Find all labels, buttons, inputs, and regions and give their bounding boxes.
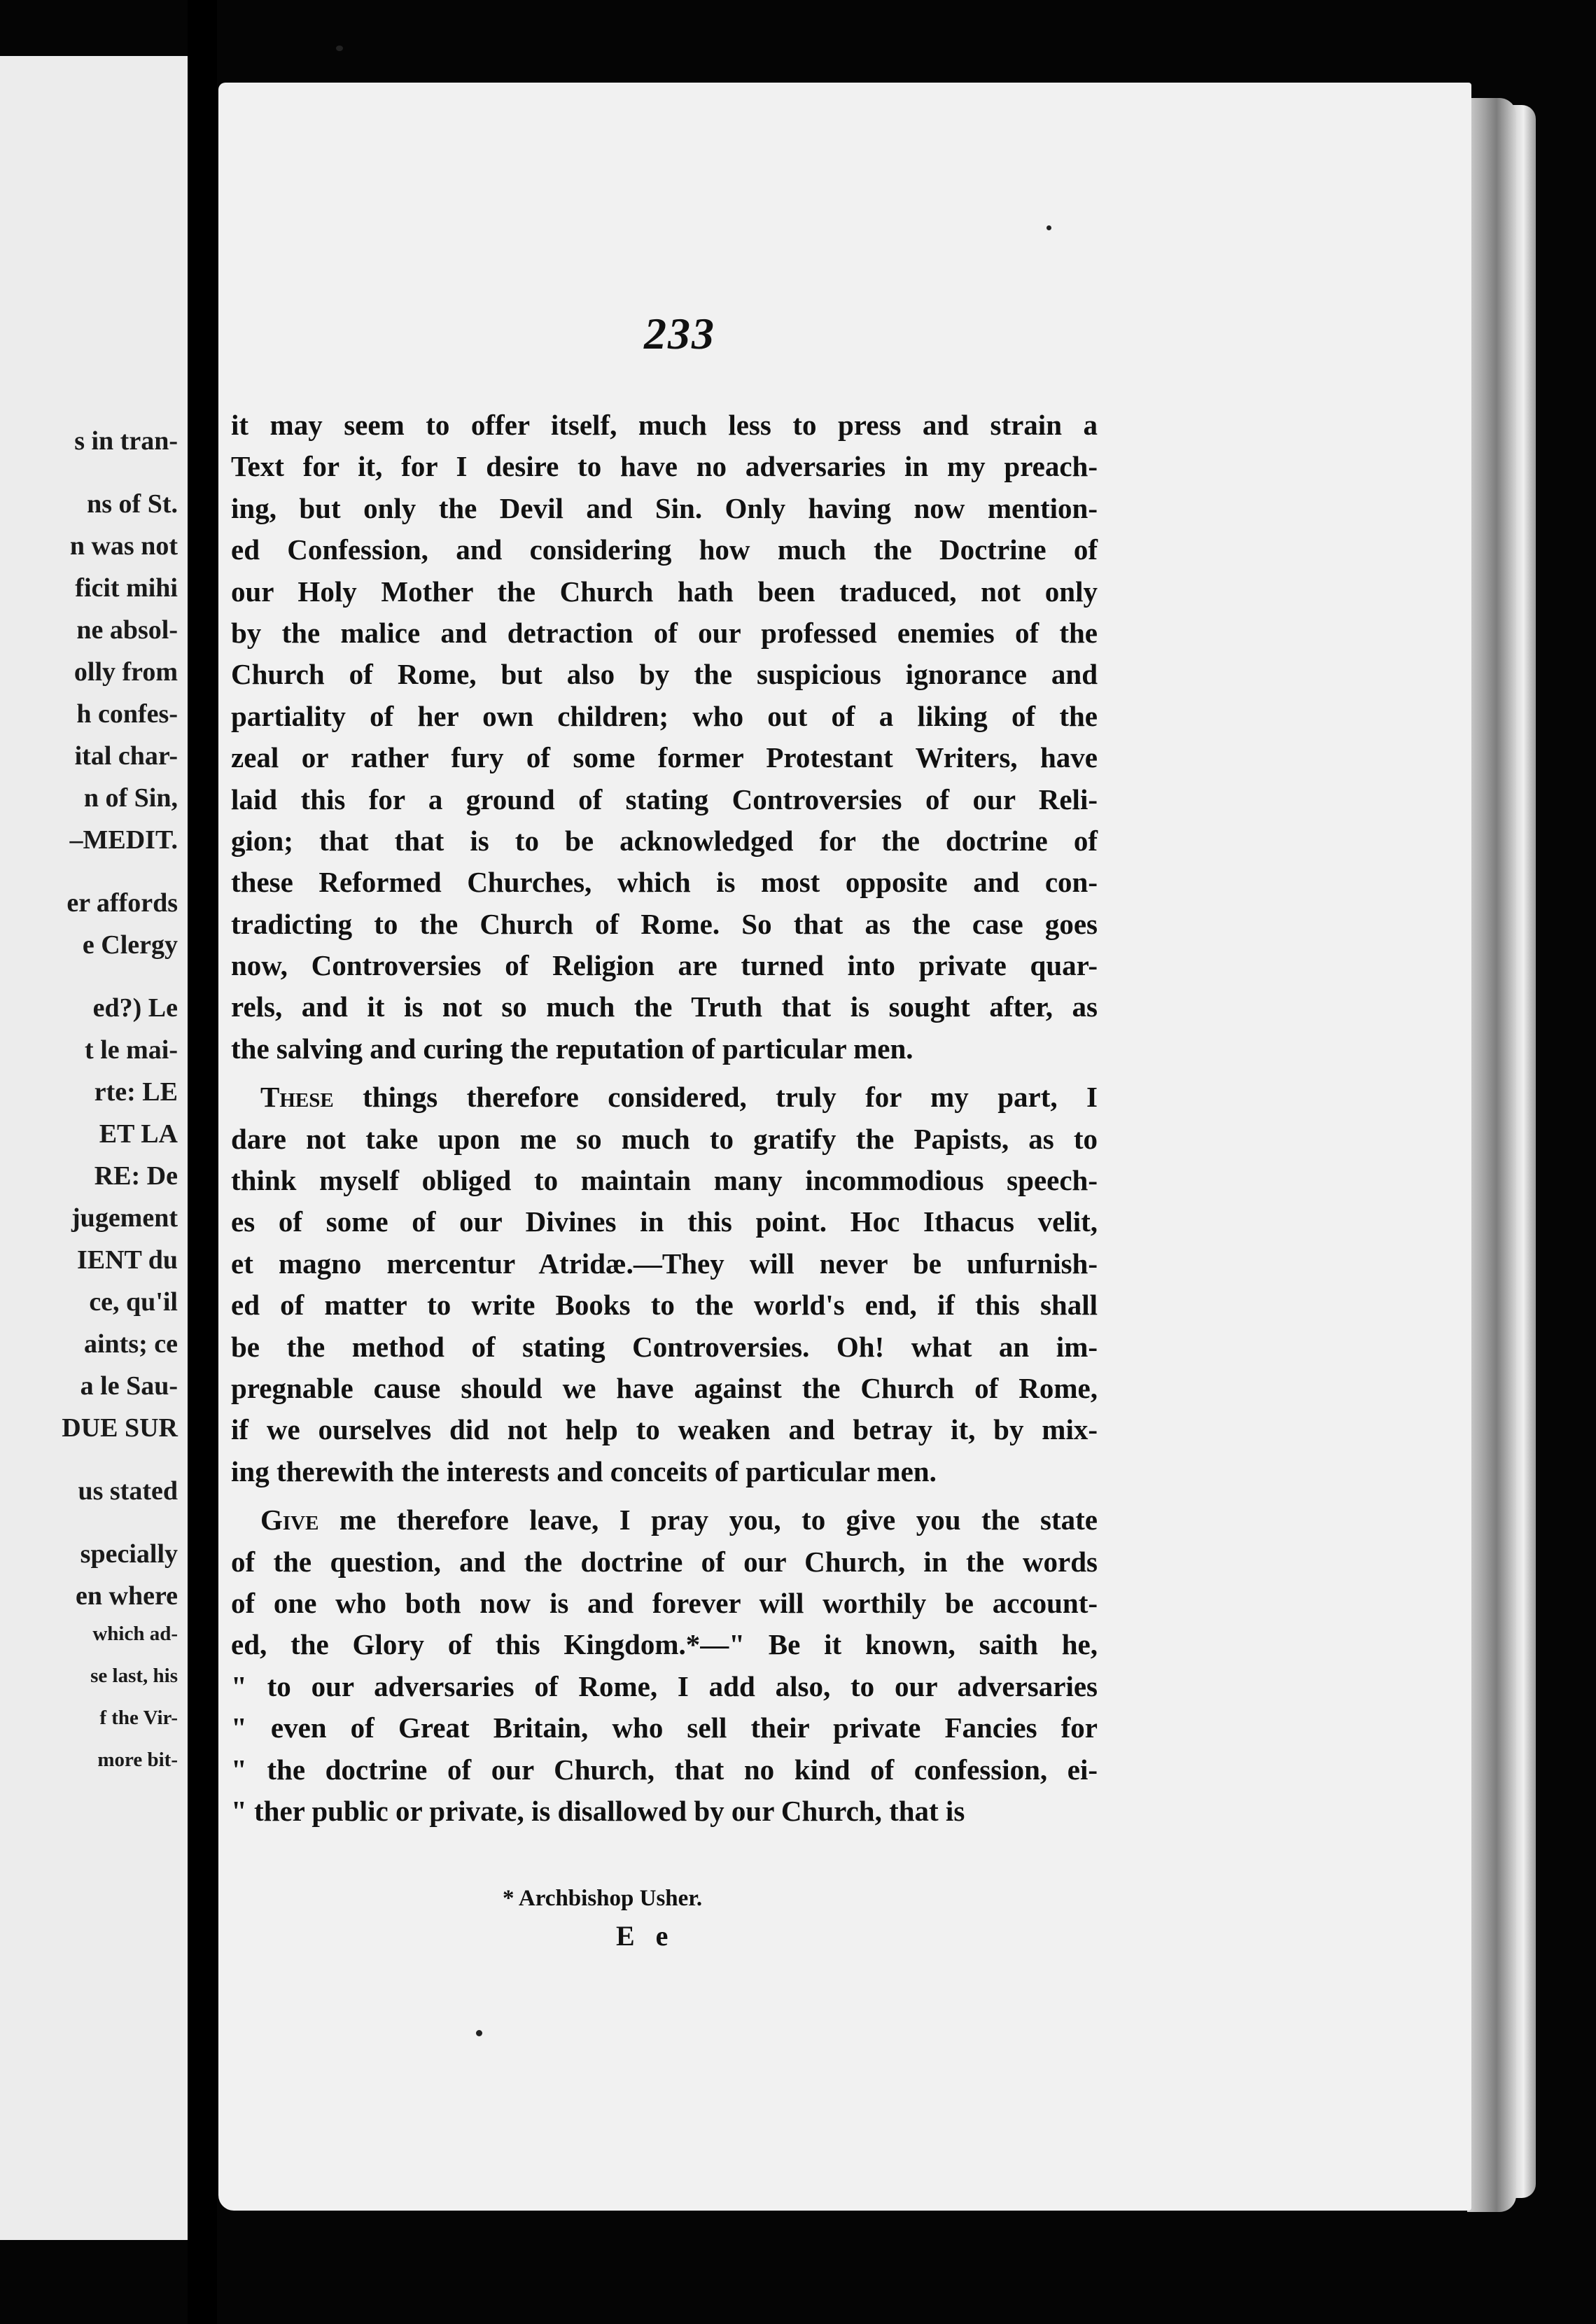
text-line xyxy=(231,1077,1098,1118)
left-page-fragment: ET LA xyxy=(99,1119,178,1149)
left-page-fragment: ed?) Le xyxy=(92,993,178,1023)
page-number: 233 xyxy=(644,309,715,358)
ink-speck xyxy=(1046,225,1051,230)
text-line: by the malice and detraction of our professed enemies of the xyxy=(231,616,1098,649)
ink-speck xyxy=(336,46,343,51)
text-line: " ther public or private, is disallowed by our Church, that is xyxy=(231,1794,965,1827)
text-line: dare not take upon me so much to gratify the Papists, as to xyxy=(231,1122,1098,1155)
ink-speck xyxy=(476,2030,482,2036)
left-page-fragment: h confes- xyxy=(76,699,178,729)
text-line-rest: things therefore considered, truly for my part, I xyxy=(333,1081,1098,1114)
left-page-fragment: which ad- xyxy=(92,1623,178,1645)
left-page-fragment: a le Sau- xyxy=(80,1371,178,1401)
book-gutter xyxy=(188,0,217,2324)
left-page-fragment: ce, qu'il xyxy=(89,1287,178,1317)
left-page-fragment: IENT du xyxy=(76,1245,178,1275)
text-line: zeal or rather fury of some former Protestant Writers, have xyxy=(231,741,1098,774)
left-page-fragment: aints; ce xyxy=(83,1329,178,1359)
page-edges xyxy=(1467,98,1516,2212)
body-text xyxy=(231,405,1098,1832)
text-line: Church of Rome, but also by the suspicious ignorance and xyxy=(231,658,1098,691)
left-page-fragment: olly from xyxy=(74,657,178,687)
text-line: ing, but only the Devil and Sin. Only having now mention- xyxy=(231,491,1098,524)
text-line: rels, and it is not so much the Truth that is sought after, as xyxy=(231,990,1098,1023)
left-page-fragment: ital char- xyxy=(74,741,178,771)
left-page-fragment: jugement xyxy=(71,1203,178,1233)
left-page-fragment: ne absol- xyxy=(76,615,178,645)
text-line: et magno mercentur Atridæ.—They will never be unfurnish- xyxy=(231,1247,1098,1280)
text-line: pregnable cause should we have against the Church of Rome, xyxy=(231,1371,1098,1404)
text-line: if we ourselves did not help to weaken and betray it, by mix- xyxy=(231,1413,1098,1446)
left-page-fragment: er affords xyxy=(66,888,178,918)
left-page-fragment: more bit- xyxy=(97,1749,178,1771)
text-line: our Holy Mother the Church hath been traduced, not only xyxy=(231,575,1098,608)
text-line: ed of matter to write Books to the world's end, if this shall xyxy=(231,1289,1098,1322)
text-line: laid this for a ground of stating Controversies of our Reli- xyxy=(231,783,1098,816)
left-page-fragment: f the Vir- xyxy=(99,1707,178,1729)
text-line-rest: me therefore leave, I pray you, to give you the state xyxy=(318,1504,1098,1536)
text-line: be the method of stating Controversies. Oh! what an im- xyxy=(231,1330,1098,1363)
text-line: " the doctrine of our Church, that no kind of confession, ei- xyxy=(231,1753,1098,1786)
left-page-fragment: –MEDIT. xyxy=(69,825,178,855)
text-line: of one who both now is and forever will worthily be account- xyxy=(231,1586,1098,1619)
left-page-fragment: DUE SUR xyxy=(62,1413,178,1443)
text-line: tradicting to the Church of Rome. So that as the case goes xyxy=(231,907,1098,940)
text-line: partiality of her own children; who out of a liking of the xyxy=(231,699,1098,732)
text-line: the salving and curing the reputation of particular men. xyxy=(231,1032,913,1065)
left-page-fragment: specially xyxy=(80,1539,178,1569)
left-page-fragment: n was not xyxy=(69,531,178,561)
text-line: ed, the Glory of this Kingdom.*—" Be it known, saith he, xyxy=(231,1628,1098,1661)
text-line: es of some of our Divines in this point. Hoc Ithacus velit, xyxy=(231,1205,1098,1238)
text-line: think myself obliged to maintain many incommodious speech- xyxy=(231,1164,1098,1197)
text-line: now, Controversies of Religion are turned into private quar- xyxy=(231,949,1098,982)
paragraph-gap xyxy=(231,1492,1098,1499)
left-page-fragment: ns of St. xyxy=(87,489,178,519)
text-line: Text for it, for I desire to have no adversaries in my preach- xyxy=(231,450,1098,483)
text-line: these Reformed Churches, which is most opposite and con- xyxy=(231,866,1098,899)
left-page xyxy=(0,56,188,2240)
text-line: of the question, and the doctrine of our Church, in the words xyxy=(231,1545,1098,1578)
signature-mark: E e xyxy=(616,1920,676,1952)
left-page-fragment: en where xyxy=(76,1581,178,1611)
text-line: gion; that that is to be acknowledged for the doctrine of xyxy=(231,824,1098,857)
left-page-fragment: t le mai- xyxy=(85,1035,178,1065)
text-line: ing therewith the interests and conceits of particular men. xyxy=(231,1455,937,1488)
left-page-fragment: RE: De xyxy=(94,1161,178,1191)
text-line: ed Confession, and considering how much the Doctrine of xyxy=(231,533,1098,566)
footnote: * Archbishop Usher. xyxy=(503,1886,703,1911)
left-page-fragment: se last, his xyxy=(90,1665,178,1687)
paragraph-lead-word: Give xyxy=(260,1504,319,1536)
left-page-fragment: us stated xyxy=(78,1476,178,1506)
text-line: " even of Great Britain, who sell their private Fancies for xyxy=(231,1712,1098,1744)
left-page-fragment: s in tran- xyxy=(74,426,178,456)
paragraph-gap xyxy=(231,1070,1098,1077)
text-line: it may seem to offer itself, much less to press and strain a xyxy=(231,409,1098,441)
left-page-fragment: n of Sin, xyxy=(83,783,178,813)
paragraph-lead-word: These xyxy=(260,1081,334,1114)
left-page-fragment: e Clergy xyxy=(82,930,178,960)
text-line: " to our adversaries of Rome, I add also, to our adversaries xyxy=(231,1670,1098,1702)
left-page-fragment: rte: LE xyxy=(94,1077,178,1107)
text-line xyxy=(231,1499,1098,1541)
left-page-fragment: ficit mihi xyxy=(75,573,178,603)
